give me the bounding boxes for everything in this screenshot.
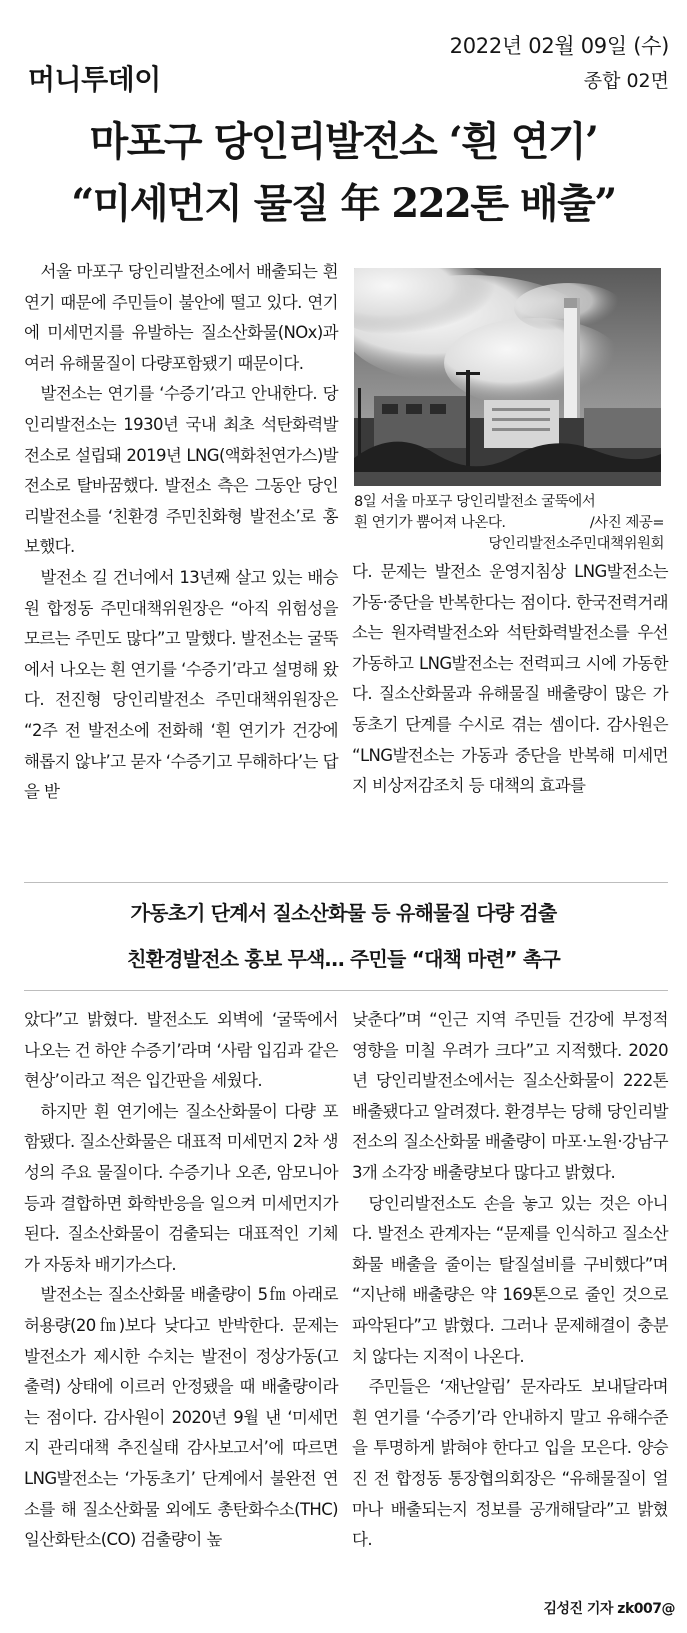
paragraph: 다. 문제는 발전소 운영지침상 LNG발전소는 가동·중단을 반복한다는 점이다. 한국전력거래소는 원자력발전소와 석탄화력발전소를 우선 가동하고 LNG발전소는 전력피크 시에 가동한다. 질소산화물과 유해물질 배출량이 많은 가동초기 단계를 수시로 겪는 셈이다. 감사원은 “LNG발전소는 가동과 중단을 반복해 미세먼지 비상저감조치 등 대책의 효과를 xyxy=(352,562,668,796)
publication-name: 머니투데이 xyxy=(28,63,161,96)
caption-line xyxy=(354,513,664,534)
caption-text: 흰 연기가 뿜어져 나온다. xyxy=(354,515,506,531)
power-plant-image xyxy=(354,268,661,486)
subheadline-line-2: 친환경발전소 홍보 무색… 주민들 “대책 마련” 촉구 xyxy=(127,947,560,971)
paragraph: 았다”고 밝혔다. 발전소도 외벽에 ‘굴뚝에서 나오는 건 하얀 수증기’라며 ‘사람 입김과 같은 현상’이라고 적은 입간판을 세웠다. xyxy=(24,1010,338,1091)
paragraph: 발전소는 연기를 ‘수증기’라고 안내한다. 당인리발전소는 1930년 국내 최초 석탄화력발전소로 설립돼 2019년 LNG(액화천연가스)발전소로 탈바꿈했다. 발전소 측은 그동안 당인리발전소를 ‘친환경 주민친화형 발전소’로 홍보했다. xyxy=(24,384,338,557)
body-column-1 xyxy=(24,257,338,808)
paragraph: 발전소 길 건너에서 13년째 살고 있는 배승원 합정동 주민대책위원장은 “아직 위험성을 모르는 주민도 많다”고 말했다. 발전소는 굴뚝에서 나오는 흰 연기를 ‘수증기’라고 설명해 왔다. 전진형 당인리발전소 주민대책위원장은 “2주 전 발전소에 전화해 ‘흰 연기가 건강에 해롭지 않냐’고 묻자 ‘수증기고 무해하다’는 답을 받 xyxy=(24,567,338,802)
divider xyxy=(24,990,668,991)
paragraph: 하지만 흰 연기에는 질소산화물이 다량 포함됐다. 질소산화물은 대표적 미세먼지 2차 생성의 주요 물질이다. 수증기나 오존, 암모니아 등과 결합하면 화학반응을 일으켜 미세먼지가 된다. 질소산화물이 검출되는 대표적인 기체가 자동차 배기가스다. xyxy=(24,1101,338,1274)
photo-credit-label: /사진 제공= xyxy=(589,515,664,531)
paragraph: 당인리발전소도 손을 놓고 있는 것은 아니다. 발전소 관계자는 “문제를 인식하고 질소산화물 배출을 줄이는 탈질설비를 구비했다”며 “지난해 배출량은 약 169톤으로 줄인 것으로 파악된다”고 밝혔다. 그러나 문제해결이 충분치 않다는 지적이 나온다. xyxy=(352,1193,668,1366)
photo-credit: 당인리발전소주민대책위원회 xyxy=(488,536,664,552)
paragraph: 낮춘다”며 “인근 지역 주민들 건강에 부정적 영향을 미칠 우려가 크다”고 지적했다. 2020년 당인리발전소에서는 질소산화물이 222톤 배출됐다고 알려졌다. 환경부는 당해 당인리발전소의 질소산화물 배출량이 마포·노원·강남구 3개 소각장 배출량보다 많다고 밝혔다. xyxy=(352,1010,668,1182)
photo-caption xyxy=(354,492,664,555)
smokestack-photo xyxy=(354,268,661,486)
paragraph: 주민들은 ‘재난알림’ 문자라도 보내달라며 흰 연기를 ‘수증기’라 안내하지 말고 유해수준을 투명하게 밝혀야 한다고 입을 모은다. 양승진 전 합정동 통장협의회장은 “유해물질이 얼마나 배출되는지 정보를 공개해달라”고 밝혔다. xyxy=(352,1377,668,1550)
publication-date: 2022년 02월 09일 (수) xyxy=(449,34,669,58)
body-column-2 xyxy=(352,557,668,802)
headline-line-2: “미세먼지 물질 年 222톤 배출” xyxy=(71,180,616,227)
paragraph: 발전소는 질소산화물 배출량이 5㎙ 아래로 허용량(20㎙)보다 낮다고 반박한다. 문제는 발전소가 제시한 수치는 발전이 정상가동(고출력) 상태에 이르러 안정됐을 때 배출량이라는 점이다. 감사원이 2020년 9월 낸 ‘미세먼지 관리대책 추진실태 감사보고서’에 따르면 LNG발전소는 ‘가동초기’ 단계에서 불완전 연소를 해 질소산화물 외에도 총탄화수소(THC) 일산화탄소(CO) 검출량이 높 xyxy=(24,1285,338,1550)
byline: 김성진 기자 zk007@ xyxy=(539,1598,675,1618)
divider xyxy=(24,882,668,883)
caption-line: 8일 서울 마포구 당인리발전소 굴뚝에서 xyxy=(354,494,596,510)
paragraph: 서울 마포구 당인리발전소에서 배출되는 흰 연기 때문에 주민들이 불안에 떨고 있다. 연기에 미세먼지를 유발하는 질소산화물(NOx)과 여러 유해물질이 다량포함됐기 때문이다. xyxy=(24,262,338,373)
section-page: 종합 02면 xyxy=(583,70,669,92)
subheadline-line-1: 가동초기 단계서 질소산화물 등 유해물질 다량 검출 xyxy=(130,901,557,925)
body-column-4 xyxy=(352,1005,668,1556)
body-column-3 xyxy=(24,1005,338,1556)
headline-line-1: 마포구 당인리발전소 ‘흰 연기’ xyxy=(89,118,598,165)
